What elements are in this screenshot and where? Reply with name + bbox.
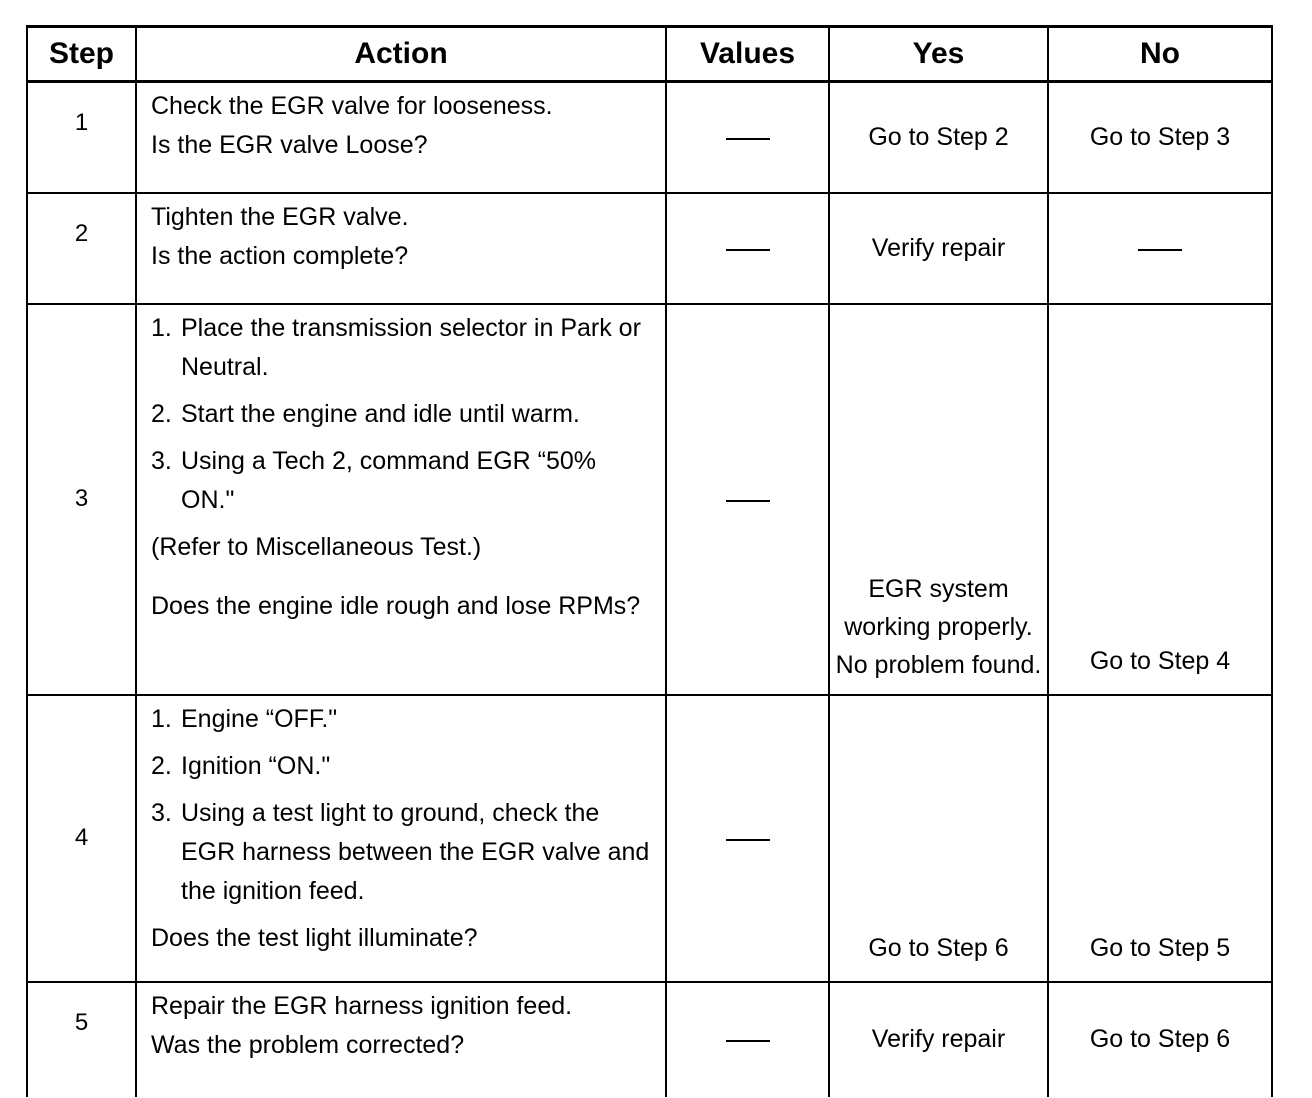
action-question: Is the EGR valve Loose?	[151, 131, 428, 159]
table-row-step-5	[27, 982, 1272, 1097]
action-question: Was the problem corrected?	[151, 1030, 465, 1059]
yes-cell: Verify repair	[829, 193, 1048, 304]
action-cell	[136, 982, 666, 1097]
no-cell: Go to Step 6	[1048, 982, 1272, 1097]
step-number: 3	[27, 304, 136, 695]
action-cell	[136, 304, 666, 695]
table-row-step-1	[27, 82, 1272, 193]
no-cell	[1048, 193, 1272, 304]
action-item: 3. Using a Tech 2, command EGR “50% ON."	[151, 446, 597, 514]
header-no: No	[1048, 27, 1272, 82]
header-values: Values	[666, 27, 829, 82]
action-note: (Refer to Miscellaneous Test.)	[151, 532, 482, 561]
action-line: Tighten the EGR valve.	[151, 202, 409, 231]
action-cell	[136, 193, 666, 304]
values-dash	[726, 839, 770, 841]
no-cell: Go to Step 3	[1048, 82, 1272, 193]
step-number: 2	[27, 193, 136, 304]
step-number: 1	[27, 82, 136, 193]
action-line: Repair the EGR harness ignition feed.	[151, 991, 573, 1020]
yes-cell: Verify repair	[829, 982, 1048, 1097]
values-cell	[666, 304, 829, 695]
values-cell	[666, 695, 829, 982]
action-cell	[136, 695, 666, 982]
action-item: 3. Using a test light to ground, check the EGR harness between the EGR valve and the ignition feed.	[151, 798, 650, 905]
values-dash	[726, 500, 770, 502]
values-cell	[666, 982, 829, 1097]
diagnostic-table	[26, 25, 1273, 1097]
action-item: 2. Start the engine and idle until warm.	[151, 399, 580, 428]
table-row-step-2	[27, 193, 1272, 304]
table-row-step-4	[27, 695, 1272, 982]
action-item: 2. Ignition “ON."	[151, 751, 331, 780]
header-row	[27, 27, 1272, 82]
action-item: 1. Place the transmission selector in Park or Neutral.	[151, 313, 641, 381]
yes-cell: Go to Step 6	[829, 695, 1048, 982]
values-dash	[726, 1040, 770, 1042]
table-row-step-3	[27, 304, 1272, 695]
values-cell	[666, 82, 829, 193]
action-question: Is the action complete?	[151, 241, 409, 270]
no-dash	[1138, 249, 1182, 251]
yes-cell: Go to Step 2	[829, 82, 1048, 193]
no-cell: Go to Step 5	[1048, 695, 1272, 982]
step-number: 4	[27, 695, 136, 982]
step-number: 5	[27, 982, 136, 1097]
header-yes: Yes	[829, 27, 1048, 82]
action-item: 1. Engine “OFF."	[151, 704, 338, 733]
values-dash	[726, 138, 770, 140]
action-line: Check the EGR valve for looseness.	[151, 92, 553, 120]
header-action: Action	[136, 27, 666, 82]
action-question: Does the test light illuminate?	[151, 923, 478, 952]
yes-cell: EGR system working properly. No problem found.	[829, 304, 1048, 695]
action-cell	[136, 82, 666, 193]
action-question: Does the engine idle rough and lose RPMs?	[151, 591, 641, 620]
header-step: Step	[27, 27, 136, 82]
no-cell: Go to Step 4	[1048, 304, 1272, 695]
values-cell	[666, 193, 829, 304]
values-dash	[726, 249, 770, 251]
